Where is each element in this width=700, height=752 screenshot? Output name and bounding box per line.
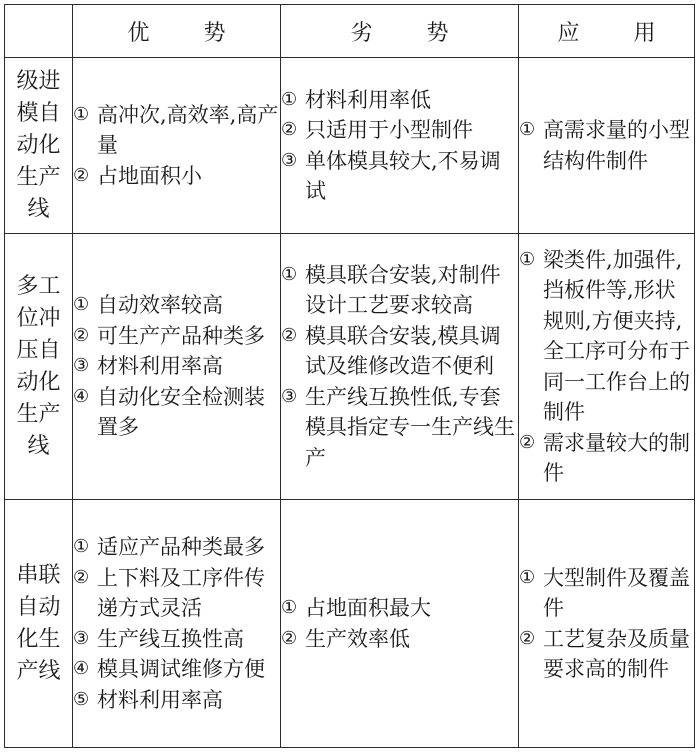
disadvantages-cell (281, 500, 519, 748)
item-number: ① (519, 566, 536, 588)
item-number: ③ (73, 627, 90, 649)
item-text: 高冲次,高效率,高产量 (97, 102, 279, 158)
item-number: ① (281, 597, 298, 618)
list-item (519, 428, 694, 489)
item-text: 生产线互换性高 (97, 626, 244, 651)
item-number: ③ (73, 355, 90, 377)
item-number: ① (281, 88, 298, 110)
header-advantages: 优 势 (73, 5, 281, 58)
item-number: ① (519, 248, 536, 270)
advantages-cell (73, 500, 281, 748)
item-text: 自动效率较高 (97, 293, 223, 318)
disadvantages-cell (281, 58, 519, 234)
list-item (73, 161, 280, 192)
item-number: ③ (281, 385, 298, 407)
list-item (281, 85, 518, 116)
item-number: ② (73, 324, 90, 346)
item-text: 模具调试维修方便 (97, 657, 265, 681)
item-number: ② (281, 119, 298, 140)
list-item (73, 321, 280, 352)
item-number: ① (281, 263, 298, 285)
item-number: ② (73, 164, 90, 186)
item-text: 梁类件,加强件,挡板件等,形状规则,方便夹持,全工序可分布于同一工作台上的制件 (543, 247, 690, 424)
list-item (73, 351, 280, 382)
applications-cell (519, 500, 695, 748)
advantages-cell (73, 58, 281, 234)
list-item (519, 115, 694, 176)
item-text: 需求量较大的制件 (543, 430, 690, 485)
item-text: 可生产产品种类多 (97, 323, 265, 348)
list-item (73, 624, 280, 655)
list-item (73, 563, 280, 624)
item-text: 生产线互换性低,专套模具指定专一生产线生产 (305, 384, 515, 470)
comparison-table (4, 4, 695, 748)
item-number: ④ (73, 385, 90, 407)
item-text: 单体模具较大,不易调试 (305, 148, 501, 203)
list-item (281, 321, 518, 382)
list-item (73, 100, 280, 161)
table-row (5, 58, 695, 234)
row-label (5, 500, 73, 748)
item-number: ② (73, 566, 90, 588)
list-item (281, 593, 518, 624)
item-text: 适应产品种类最多 (97, 535, 265, 559)
item-text: 模具联合安装,对制件设计工艺要求较高 (305, 262, 501, 318)
table-row (5, 234, 695, 500)
list-item (281, 382, 518, 474)
item-text: 占地面积最大 (305, 596, 431, 620)
table-row (5, 500, 695, 748)
header-blank (5, 5, 73, 58)
item-number: ② (281, 324, 298, 346)
item-number: ① (73, 103, 90, 125)
list-item (281, 115, 518, 146)
item-text: 模具联合安装,模具调试及维修改造不便利 (305, 323, 501, 379)
item-number: ① (73, 294, 90, 316)
item-text: 高需求量的小型结构件制件 (543, 118, 690, 173)
list-item (519, 563, 694, 624)
list-item (519, 245, 694, 428)
item-text: 占地面积小 (97, 163, 202, 188)
header-row (5, 5, 695, 58)
item-text: 只适用于小型制件 (305, 118, 473, 142)
row-label-text: 级进模自动化生产线 (16, 68, 61, 222)
header-disadvantages: 劣 势 (281, 5, 519, 58)
list-item (281, 624, 518, 655)
list-item (73, 654, 280, 685)
header-applications: 应 用 (519, 5, 695, 58)
advantages-cell (73, 234, 281, 500)
item-text: 材料利用率高 (97, 687, 223, 712)
item-number: ② (519, 431, 536, 453)
item-text: 材料利用率低 (305, 87, 431, 112)
item-number: ① (73, 536, 90, 557)
applications-cell (519, 58, 695, 234)
item-text: 自动化安全检测装置多 (97, 384, 265, 440)
row-label (5, 234, 73, 500)
row-label (5, 58, 73, 234)
list-item (281, 260, 518, 321)
item-text: 材料利用率高 (97, 354, 223, 379)
list-item (281, 146, 518, 207)
item-text: 上下料及工序件传递方式灵活 (97, 565, 265, 620)
item-number: ② (519, 627, 536, 649)
list-item (73, 532, 280, 563)
list-item (73, 382, 280, 443)
table-body (5, 58, 695, 748)
item-number: ② (281, 627, 298, 649)
list-item (519, 624, 694, 685)
item-number: ⑤ (73, 688, 90, 710)
item-text: 工艺复杂及质量要求高的制件 (543, 626, 690, 681)
item-number: ④ (73, 658, 90, 679)
row-label-text: 多工位冲压自动化生产线 (16, 273, 61, 459)
item-number: ③ (281, 149, 298, 171)
item-text: 大型制件及覆盖件 (543, 565, 690, 620)
list-item (73, 685, 280, 716)
row-label-text: 串联自动化生产线 (16, 562, 61, 684)
list-item (73, 290, 280, 321)
item-text: 生产效率低 (305, 626, 410, 651)
applications-cell (519, 234, 695, 500)
item-number: ① (519, 119, 536, 140)
disadvantages-cell (281, 234, 519, 500)
